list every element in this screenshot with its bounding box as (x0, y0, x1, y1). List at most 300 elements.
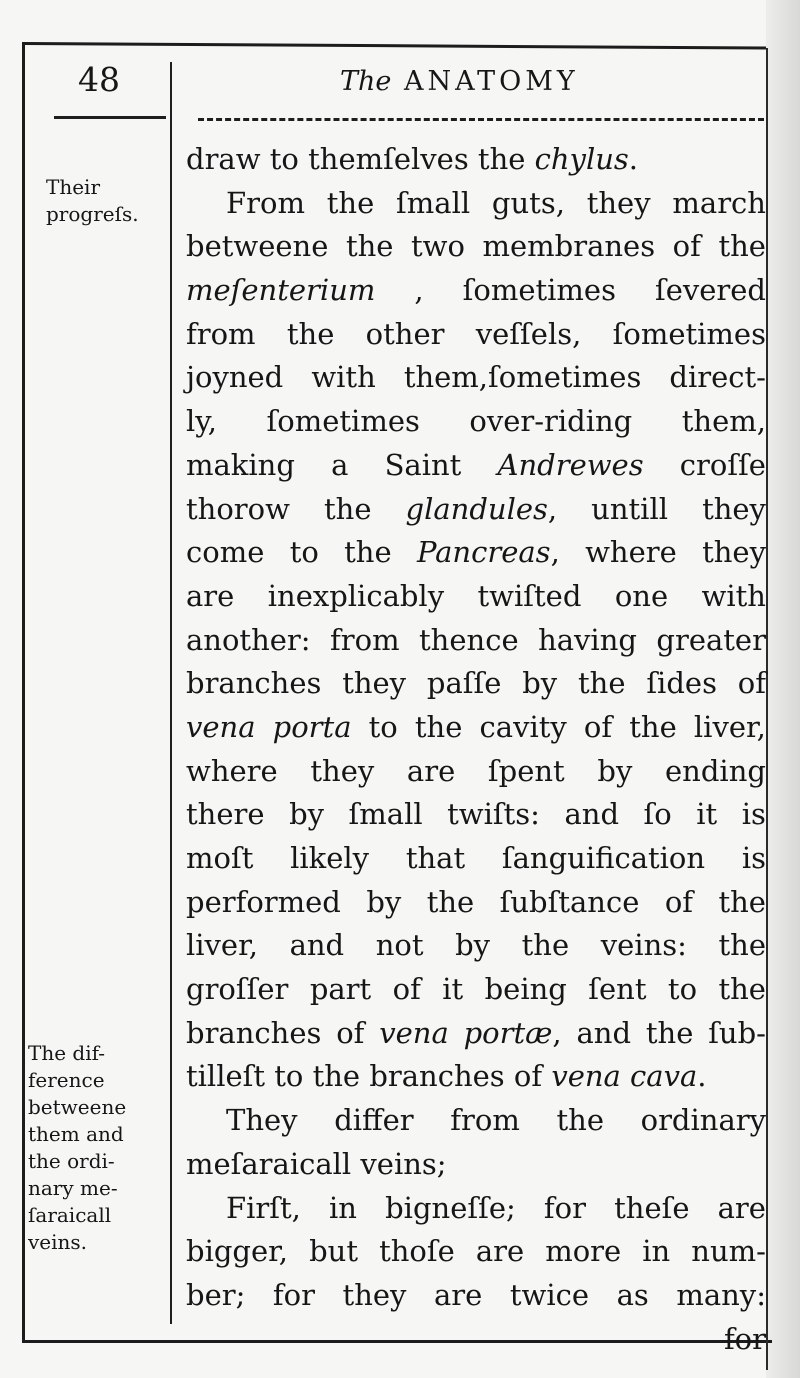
body-word (450, 1099, 520, 1143)
body-word (644, 793, 672, 837)
roman-text: moſt (186, 841, 254, 875)
body-word (615, 575, 668, 619)
margin-note-line: veins. (28, 1230, 88, 1254)
body-line (186, 575, 766, 619)
body-word (419, 619, 519, 663)
roman-text: there (186, 797, 265, 832)
body-word (379, 1012, 449, 1056)
roman-text: cavity (479, 709, 567, 744)
roman-text: ly, (186, 404, 218, 439)
roman-text: , (547, 491, 558, 526)
roman-text: them, (681, 404, 766, 439)
roman-text: performed (186, 884, 341, 919)
roman-text: is (741, 797, 766, 832)
body-word (545, 1230, 621, 1274)
header-rule-right (198, 118, 764, 121)
body-line (186, 1230, 766, 1274)
body-word (522, 662, 557, 706)
roman-text: are (186, 578, 235, 613)
frame-right-rule (766, 48, 768, 1370)
roman-text: to (274, 1059, 304, 1094)
margin-note-line: betweene (28, 1095, 127, 1119)
roman-text: theſe (614, 1190, 690, 1225)
body-word (334, 1099, 413, 1143)
roman-text: membranes (482, 229, 656, 264)
roman-text: of (583, 709, 613, 744)
roman-text: They (226, 1103, 298, 1138)
body-word (313, 1055, 370, 1099)
roman-text: the (521, 928, 570, 963)
body-word (186, 356, 283, 400)
body-word (673, 225, 701, 269)
body-word (629, 706, 677, 750)
frame-top-rule (24, 42, 766, 50)
roman-text: in (642, 1234, 671, 1269)
body-word (186, 400, 217, 444)
body-line (186, 706, 766, 750)
roman-text: ending (665, 753, 766, 788)
body-word (597, 750, 632, 794)
frame-left-rule (22, 42, 25, 1340)
roman-text: from (330, 622, 400, 657)
body-word (186, 575, 234, 619)
body-word (311, 356, 375, 400)
margin-note-line: Their (46, 175, 101, 199)
body-word (393, 968, 421, 1012)
margin-note-line: nary me- (28, 1176, 118, 1200)
body-word (538, 619, 637, 663)
body-word (630, 1055, 706, 1099)
roman-text: it (442, 972, 464, 1007)
body-word (376, 924, 424, 968)
roman-text: one (614, 578, 669, 613)
body-line (186, 1012, 766, 1056)
body-line (186, 269, 766, 313)
body-word (366, 313, 445, 357)
roman-text: veſſels, (475, 316, 582, 351)
body-word (483, 225, 656, 269)
roman-text: a (331, 447, 349, 482)
roman-text: they (342, 666, 407, 701)
body-line (186, 225, 766, 269)
body-word (186, 837, 253, 881)
roman-text: inexplicably (267, 578, 445, 613)
roman-text: themſelves (308, 142, 469, 176)
body-word (502, 837, 705, 881)
body-word (308, 138, 478, 182)
roman-text: for (272, 1277, 315, 1312)
body-word (396, 182, 470, 226)
body-word (344, 531, 392, 575)
body-word (665, 881, 693, 925)
roman-text: with (701, 578, 766, 613)
body-word (290, 837, 369, 881)
roman-text: ſmall (348, 797, 423, 832)
body-word (186, 313, 256, 357)
body-line (186, 1143, 766, 1187)
body-line (186, 1274, 766, 1318)
body-line (186, 1055, 766, 1099)
roman-text: they (586, 185, 651, 220)
body-word (642, 1230, 670, 1274)
roman-text: they (702, 535, 766, 570)
roman-text: of (664, 884, 694, 919)
roman-text: branches (369, 1059, 505, 1094)
body-word (564, 793, 619, 837)
body-word (346, 225, 394, 269)
body-word (708, 1012, 766, 1056)
roman-text: branches (186, 1015, 322, 1050)
margin-note-line: them and (28, 1122, 124, 1146)
body-line (186, 444, 766, 488)
roman-text: more (545, 1234, 622, 1269)
roman-text: other (365, 316, 445, 351)
body-word (186, 1230, 288, 1274)
roman-text: by (522, 666, 558, 701)
roman-text: and (289, 928, 345, 963)
running-head-title: ANATOMY (403, 66, 579, 97)
roman-text: ſent (588, 972, 647, 1007)
roman-text: the (629, 709, 677, 744)
roman-text: ſpent (487, 753, 565, 788)
body-word (186, 444, 295, 488)
roman-text: the (718, 884, 766, 919)
body-word (407, 750, 455, 794)
body-line (186, 1187, 766, 1231)
body-word (492, 182, 565, 226)
body-word (614, 1187, 689, 1231)
roman-text: from (186, 316, 256, 351)
body-word (186, 968, 288, 1012)
body-word (274, 1055, 312, 1099)
roman-text: ſub- (708, 1015, 766, 1050)
roman-text: the (556, 1103, 604, 1138)
roman-text: , (550, 535, 560, 570)
body-word (718, 225, 766, 269)
body-word (478, 575, 582, 619)
roman-text: the (477, 142, 526, 176)
body-word (287, 313, 335, 357)
roman-text: liver, (186, 928, 258, 963)
page-edge-shade (766, 0, 800, 1378)
body-word (186, 881, 341, 925)
body-word (576, 1012, 631, 1056)
body-line (186, 968, 766, 1012)
body-word (718, 968, 766, 1012)
roman-text: the (323, 491, 372, 526)
roman-text: it (696, 797, 718, 832)
roman-text: From (226, 185, 305, 220)
italic-text: portæ (463, 1015, 553, 1050)
body-word (447, 793, 540, 837)
body-word (455, 924, 490, 968)
body-word (270, 138, 308, 182)
roman-text: where (585, 535, 677, 570)
italic-text: Andrewes (497, 447, 644, 482)
running-head-prefix: The (340, 66, 392, 97)
roman-text: liver, (693, 709, 766, 744)
italic-text: vena (186, 709, 256, 744)
body-word (290, 531, 319, 575)
roman-text: the (286, 316, 335, 351)
body-word (442, 968, 463, 1012)
margin-note-progress (46, 174, 139, 228)
body-word (273, 706, 352, 750)
roman-text: by (289, 797, 325, 832)
body-word (186, 1012, 321, 1056)
body-word (656, 619, 766, 663)
body-word (718, 881, 766, 925)
body-word (186, 1143, 360, 1187)
roman-text: making (186, 447, 295, 482)
roman-text: ſides (646, 666, 717, 701)
body-word (415, 706, 463, 750)
margin-column-divider (170, 62, 172, 1324)
body-word (500, 881, 640, 925)
body-word (488, 750, 565, 794)
roman-text: ſmall (396, 185, 471, 220)
body-word (646, 662, 717, 706)
roman-text: another: (186, 622, 311, 657)
body-text (186, 138, 766, 1361)
roman-text: betweene (186, 229, 329, 264)
body-word (417, 531, 560, 575)
roman-text: for (543, 1190, 586, 1225)
body-line (186, 881, 766, 925)
italic-text: meſenterium (186, 273, 376, 308)
body-word (309, 1230, 358, 1274)
body-word (406, 488, 558, 532)
roman-text: Saint (384, 447, 462, 482)
roman-text: two (411, 229, 465, 264)
roman-text: thence (419, 622, 519, 657)
body-line (186, 793, 766, 837)
body-word (738, 662, 766, 706)
roman-text: to (269, 142, 299, 176)
roman-text: where (186, 753, 278, 788)
body-line (186, 1318, 766, 1362)
italic-text: glandules (405, 491, 548, 526)
roman-text: of (513, 1059, 543, 1094)
body-word (434, 1274, 482, 1318)
body-word (331, 444, 348, 488)
body-word (273, 1274, 315, 1318)
body-word (186, 138, 270, 182)
body-word (427, 881, 475, 925)
roman-text: having (538, 622, 637, 657)
body-word (585, 531, 677, 575)
body-word (329, 1187, 357, 1231)
body-word (682, 400, 766, 444)
body-word (655, 269, 766, 313)
body-word (343, 1274, 407, 1318)
body-word (186, 269, 375, 313)
roman-text: the (645, 1015, 694, 1050)
roman-text: of (392, 972, 421, 1007)
page-number: 48 (78, 60, 120, 99)
roman-text: in (329, 1190, 357, 1225)
roman-text: bigger, (186, 1234, 289, 1269)
roman-text: by (366, 884, 402, 919)
roman-text: ſubſtance (499, 884, 640, 919)
body-word (680, 444, 766, 488)
margin-note-line: the ordi- (28, 1149, 115, 1173)
body-word (668, 968, 697, 1012)
roman-text: groſſer (186, 972, 289, 1007)
header-rule-left (54, 116, 166, 119)
body-word (478, 138, 535, 182)
roman-text: twiſted (477, 578, 582, 613)
body-word (718, 1187, 766, 1231)
body-word (535, 138, 638, 182)
roman-text: from (450, 1103, 520, 1138)
roman-text: the (344, 535, 392, 570)
body-word (411, 225, 465, 269)
body-word (186, 531, 264, 575)
body-word (601, 924, 687, 968)
body-word (463, 269, 616, 313)
body-word (186, 924, 258, 968)
roman-text: twiſts: (447, 797, 540, 832)
body-word (724, 1318, 766, 1362)
roman-text: of (737, 666, 766, 701)
roman-text: joyned (186, 360, 284, 395)
body-word (476, 313, 582, 357)
body-word (289, 793, 324, 837)
italic-text: chylus (534, 142, 629, 176)
roman-text: ordinary (640, 1103, 766, 1138)
roman-text: as (616, 1277, 649, 1312)
italic-text: vena (551, 1059, 621, 1094)
margin-note-line: The dif- (28, 1041, 106, 1065)
body-word (646, 1012, 694, 1056)
body-word (226, 1187, 301, 1231)
body-word (591, 488, 668, 532)
roman-text: veins: (600, 928, 687, 963)
roman-text: but (309, 1234, 358, 1269)
roman-text: to (289, 535, 319, 570)
body-word (186, 619, 311, 663)
body-word (694, 706, 766, 750)
body-word (476, 1230, 524, 1274)
roman-text: is (741, 841, 766, 875)
roman-text: march (672, 185, 766, 220)
body-word (464, 1012, 562, 1056)
body-word (336, 1012, 364, 1056)
body-word (578, 662, 626, 706)
roman-text: bigneſſe; (385, 1190, 516, 1225)
body-line (186, 400, 766, 444)
roman-text: the (326, 185, 375, 220)
roman-text: and (576, 1015, 632, 1050)
roman-text: they (342, 1277, 407, 1312)
roman-text: ſanguification (501, 841, 706, 875)
roman-text: ſometimes (462, 273, 616, 308)
roman-text: not (375, 928, 424, 963)
body-word (665, 750, 766, 794)
roman-text: direct- (669, 360, 766, 395)
body-line (186, 750, 766, 794)
roman-text: over-riding (469, 404, 633, 439)
body-word (186, 662, 321, 706)
body-word (514, 1055, 551, 1099)
margin-note-line: progreſs. (46, 202, 139, 226)
body-word (385, 1187, 516, 1231)
roman-text: are (406, 753, 456, 788)
roman-text: ſometimes (612, 316, 766, 351)
italic-text: cava (630, 1059, 698, 1094)
body-word (676, 1274, 766, 1318)
body-word (330, 619, 400, 663)
roman-text: ſevered (654, 273, 766, 308)
roman-text: branches (186, 666, 322, 701)
body-word (342, 662, 406, 706)
body-word (186, 1274, 245, 1318)
roman-text: for (723, 1321, 766, 1356)
body-word (584, 706, 612, 750)
roman-text: . (628, 142, 638, 176)
body-word (510, 1274, 589, 1318)
body-word (186, 706, 256, 750)
roman-text: veins; (360, 1146, 447, 1181)
body-word (702, 488, 766, 532)
italic-text: porta (272, 709, 352, 744)
roman-text: many: (676, 1277, 766, 1312)
roman-text: of (672, 229, 701, 264)
body-line (186, 138, 766, 182)
roman-text: the (718, 972, 766, 1007)
italic-text: Pancreas (416, 535, 551, 570)
body-word (480, 706, 567, 750)
roman-text: croſſe (679, 447, 766, 482)
roman-text: the (414, 709, 463, 744)
roman-text: paſſe (426, 666, 502, 701)
body-word (186, 1055, 274, 1099)
body-word (186, 793, 265, 837)
roman-text: come (186, 535, 265, 570)
roman-text: part (309, 972, 372, 1007)
body-word (267, 400, 420, 444)
roman-text: thorow (186, 491, 290, 526)
body-word (587, 182, 651, 226)
body-word (310, 750, 374, 794)
roman-text: the (718, 928, 766, 963)
body-word (310, 968, 371, 1012)
roman-text: likely (290, 841, 370, 875)
margin-note-line: ference (28, 1068, 105, 1092)
body-line (186, 356, 766, 400)
roman-text: they (310, 753, 375, 788)
body-word (719, 924, 767, 968)
body-word (385, 444, 462, 488)
roman-text: num- (691, 1234, 766, 1269)
roman-text: to (667, 972, 698, 1007)
body-line (186, 662, 766, 706)
body-word (702, 531, 766, 575)
italic-text: vena (379, 1015, 449, 1050)
body-word (369, 1055, 514, 1099)
body-word (186, 750, 278, 794)
body-line (186, 924, 766, 968)
body-word (669, 356, 766, 400)
running-head (340, 64, 579, 100)
roman-text: twice (509, 1277, 590, 1312)
body-word (324, 488, 372, 532)
body-word (556, 1099, 604, 1143)
roman-text: ſometimes (266, 404, 420, 439)
body-word (617, 1274, 649, 1318)
body-word (186, 225, 328, 269)
